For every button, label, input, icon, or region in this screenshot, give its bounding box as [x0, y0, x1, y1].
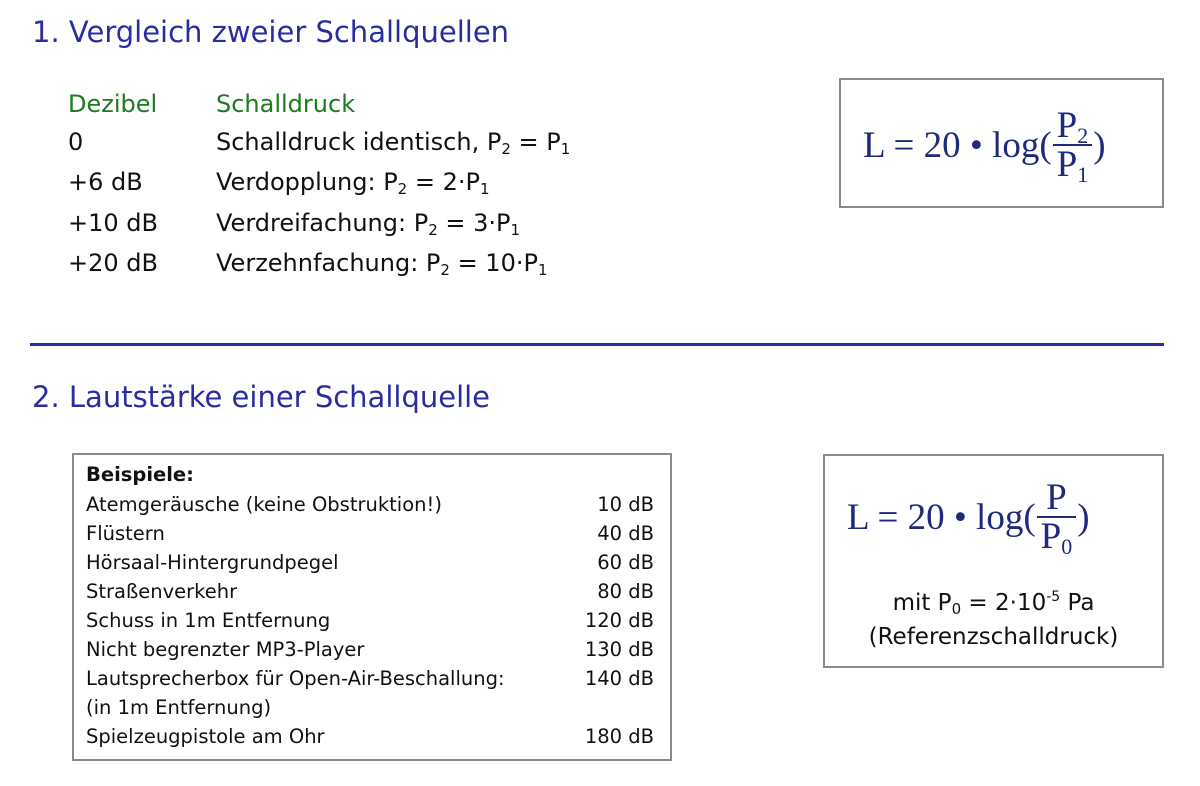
- table-row: [68, 124, 570, 165]
- example-row: [86, 522, 654, 545]
- reference-pressure-label: (Referenzschalldruck): [868, 624, 1119, 650]
- db-value: +6 dB: [68, 168, 143, 196]
- example-value: 40 dB: [597, 522, 654, 545]
- db-value: 0: [68, 127, 84, 156]
- examples-title: Beispiele:: [86, 463, 194, 486]
- table-row: [68, 205, 570, 246]
- example-row: [86, 696, 654, 719]
- section-divider: [30, 343, 1164, 346]
- example-row: [86, 638, 654, 661]
- fraction-denominator: P0: [1037, 516, 1077, 555]
- formula-level-comparison: [863, 90, 1106, 200]
- example-name: Spielzeugpistole am Ohr: [86, 725, 325, 748]
- section1-heading: 1. Vergleich zweier Schallquellen: [32, 15, 510, 49]
- formula-box-loudness: [823, 454, 1164, 668]
- fraction-denominator: P1: [1053, 144, 1093, 183]
- example-row: [86, 580, 654, 603]
- table-header-row: [68, 86, 570, 124]
- pressure-description: Verdreifachung: $P_2 = 3\cdot P_1$: [216, 208, 521, 239]
- example-name: Atemgeräusche (keine Obstruktion!): [86, 493, 442, 516]
- formula-loudness: [847, 462, 1090, 572]
- example-row: [86, 667, 654, 690]
- pressure-description: Verzehnfachung: $P_2 = 10\cdot P_1$: [216, 249, 548, 279]
- db-value: +20 dB: [68, 249, 158, 277]
- example-name: Straßenverkehr: [86, 580, 238, 603]
- example-row: [86, 609, 654, 632]
- decibel-comparison-table: [68, 86, 570, 286]
- example-name: Lautsprecherbox für Open-Air-Beschallung:: [86, 667, 505, 690]
- fraction: [1037, 477, 1077, 559]
- table-row: [68, 245, 570, 286]
- example-value: 80 dB: [597, 580, 654, 603]
- example-name: Nicht begrenzter MP3-Player: [86, 638, 365, 661]
- example-value: 10 dB: [597, 493, 654, 516]
- section2-heading: 2. Lautstärke einer Schallquelle: [32, 380, 491, 414]
- fraction-numerator: P: [1046, 477, 1067, 518]
- pressure-description: Verdopplung: $P_2 = 2\cdot P_1$: [216, 168, 490, 198]
- example-value: 180 dB: [584, 725, 654, 748]
- formula-close-paren: ): [1077, 496, 1090, 538]
- reference-pressure-note: mit $P_0 = 2\cdot 10^{-5}$ Pa: [892, 589, 1095, 618]
- example-value: [574, 696, 654, 719]
- formula-lhs: L = 20 • log(: [847, 496, 1036, 538]
- example-value: 130 dB: [584, 638, 654, 661]
- example-row: [86, 551, 654, 574]
- fraction-numerator: P2: [1056, 105, 1089, 148]
- example-name: Schuss in 1m Entfernung: [86, 609, 331, 632]
- formula-box-comparison: [839, 78, 1164, 208]
- example-name: (in 1m Entfernung): [86, 696, 272, 719]
- example-value: 120 dB: [584, 609, 654, 632]
- examples-box: [72, 453, 672, 761]
- example-row: [86, 493, 654, 516]
- example-value: 60 dB: [597, 551, 654, 574]
- example-name: Flüstern: [86, 522, 165, 545]
- fraction: [1053, 105, 1093, 187]
- example-row: [86, 725, 654, 748]
- pressure-description: Schalldruck identisch, $P_2 = P_1$: [216, 127, 571, 158]
- example-name: Hörsaal-Hintergrundpegel: [86, 551, 339, 574]
- formula-lhs: L = 20 • log(: [863, 124, 1052, 166]
- example-value: 140 dB: [584, 667, 654, 690]
- db-value: +10 dB: [68, 208, 158, 237]
- table-row: [68, 164, 570, 205]
- column-header-dezibel: Dezibel: [68, 90, 158, 118]
- column-header-schalldruck: Schalldruck: [216, 90, 356, 118]
- formula-close-paren: ): [1093, 124, 1106, 166]
